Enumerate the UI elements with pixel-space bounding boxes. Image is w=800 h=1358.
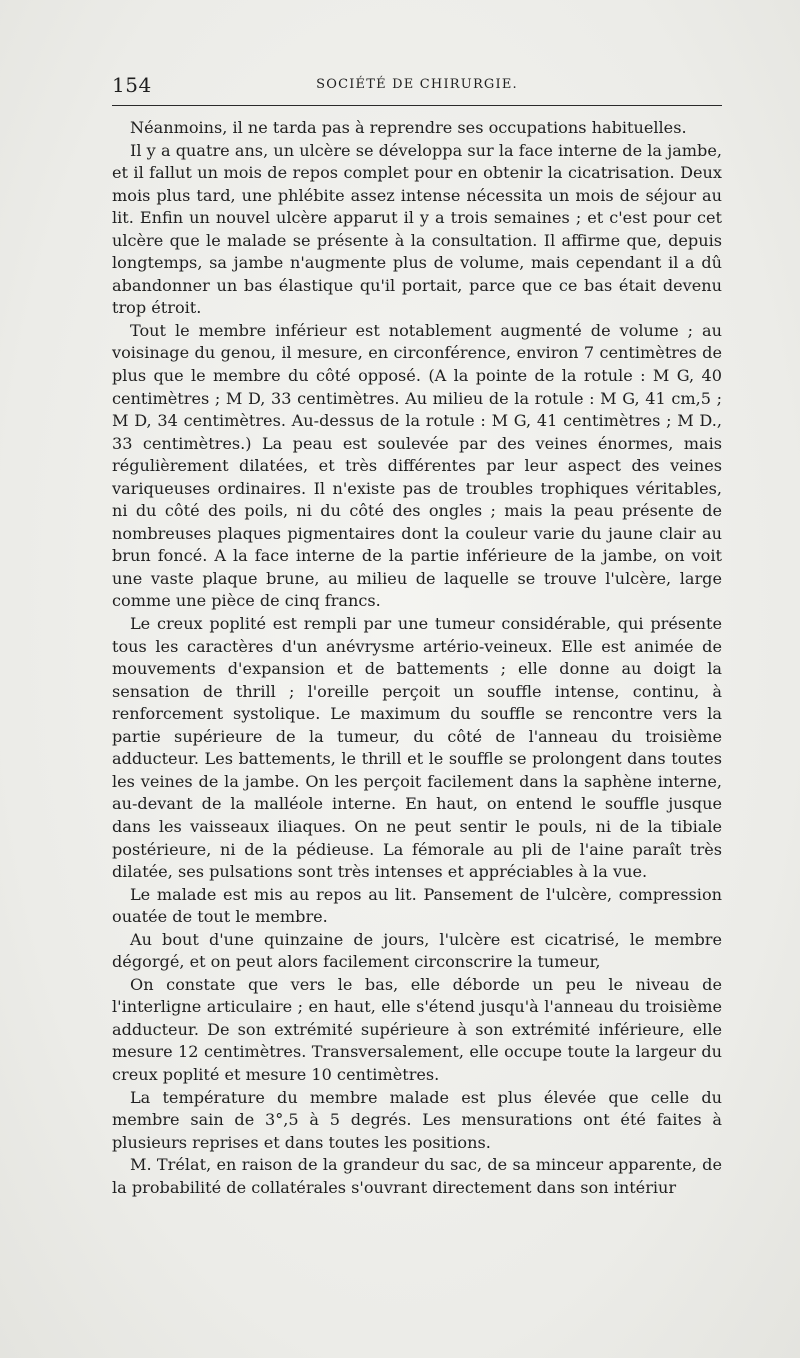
paragraph-2: Il y a quatre ans, un ulcère se développa sur la face interne de la jambe, et il fallut un mois de repos complet pour en obtenir la cicatrisation. Deux mois plus tard, une phlébite assez intense nécessita un mois de séjour au lit. Enfin un nouvel ulcère apparut il y a trois semaines ; et c'est pour cet ulcère que le malade se présente à la consultation. Il affirme que, depuis longtemps, sa jambe n'augmente plus de volume, mais cependant il a dû abandonner un bas élastique qu'il portait, parce que ce bas était devenu trop étroit. xyxy=(112,140,722,318)
header-rule xyxy=(112,105,722,106)
running-head: SOCIÉTÉ DE CHIRURGIE. xyxy=(316,77,518,92)
body-text xyxy=(112,117,722,1199)
paragraph-6: Au bout d'une quinzaine de jours, l'ulcère est cicatrisé, le membre dégorgé, et on peut alors facilement circonscrire la tumeur, xyxy=(112,929,722,972)
paragraph-4: Le creux poplité est rempli par une tumeur considérable, qui présente tous les caractères d'un anévrysme artério-veineux. Elle est animée de mouvements d'expansion et de battements ; elle donne au doigt la sensation de thrill ; l'oreille perçoit un souffle intense, continu, à renforcement systolique. Le maximum du souffle se rencontre vers la partie supérieure de la tumeur, du côté de l'anneau du troisième adducteur. Les battements, le thrill et le souffle se prolongent dans toutes les veines de la jambe. On les perçoit facilement dans la saphène interne, au-devant de la malléole interne. En haut, on entend le souffle jusque dans les vaisseaux iliaques. On ne peut sentir le pouls, ni de la tibiale postérieure, ni de la pédieuse. La fémorale au pli de l'aine paraît très dilatée, ses pulsations sont très intenses et appréciables à la vue. xyxy=(112,614,722,882)
paragraph-8: La température du membre malade est plus élevée que celle du membre sain de 3°,5 à 5 degrés. Les mensurations ont été faites à plusieurs reprises et dans toutes les positions. xyxy=(112,1087,722,1152)
paragraph-3: Tout le membre inférieur est notablement augmenté de volume ; au voisinage du genou, il mesure, en circonférence, environ 7 centimètres de plus que le membre du côté opposé. (A la pointe de la rotule : M G, 40 centimètres ; M D, 33 centimètres. Au milieu de la rotule : M G, 41 cm,5 ; M D, 34 centimètres. Au-dessus de la rotule : M G, 41 centimètres ; M D., 33 centimètres.) La peau est soulevée par des veines énormes, mais régulièrement dilatées, et très différentes par leur aspect des veines variqueuses ordinaires. Il n'existe pas de troubles trophiques véritables, ni du côté des poils, ni du côté des ongles ; mais la peau présente de nombreuses plaques pigmentaires dont la couleur varie du jaune clair au brun foncé. A la face interne de la partie inférieure de la jambe, on voit une vaste plaque brune, au milieu de laquelle se trouve l'ulcère, large comme une pièce de cinq francs. xyxy=(112,320,722,611)
page-number: 154 xyxy=(112,73,152,97)
paragraph-5: Le malade est mis au repos au lit. Pansement de l'ulcère, compression ouatée de tout le membre. xyxy=(112,884,722,927)
paragraph-7: On constate que vers le bas, elle déborde un peu le niveau de l'interligne articulaire ; en haut, elle s'étend jusqu'à l'anneau du troisième adducteur. De son extrémité supérieure à son extrémité inférieure, elle mesure 12 centimètres. Transversalement, elle occupe toute la largeur du creux poplité et mesure 10 centimètres. xyxy=(112,974,722,1084)
page-header xyxy=(112,70,722,100)
paragraph-9: M. Trélat, en raison de la grandeur du sac, de sa minceur apparente, de la probabilité de collatérales s'ouvrant directement dans son intériur xyxy=(112,1155,722,1197)
paragraph-1: Néanmoins, il ne tarda pas à reprendre ses occupations habituelles. xyxy=(130,118,687,137)
